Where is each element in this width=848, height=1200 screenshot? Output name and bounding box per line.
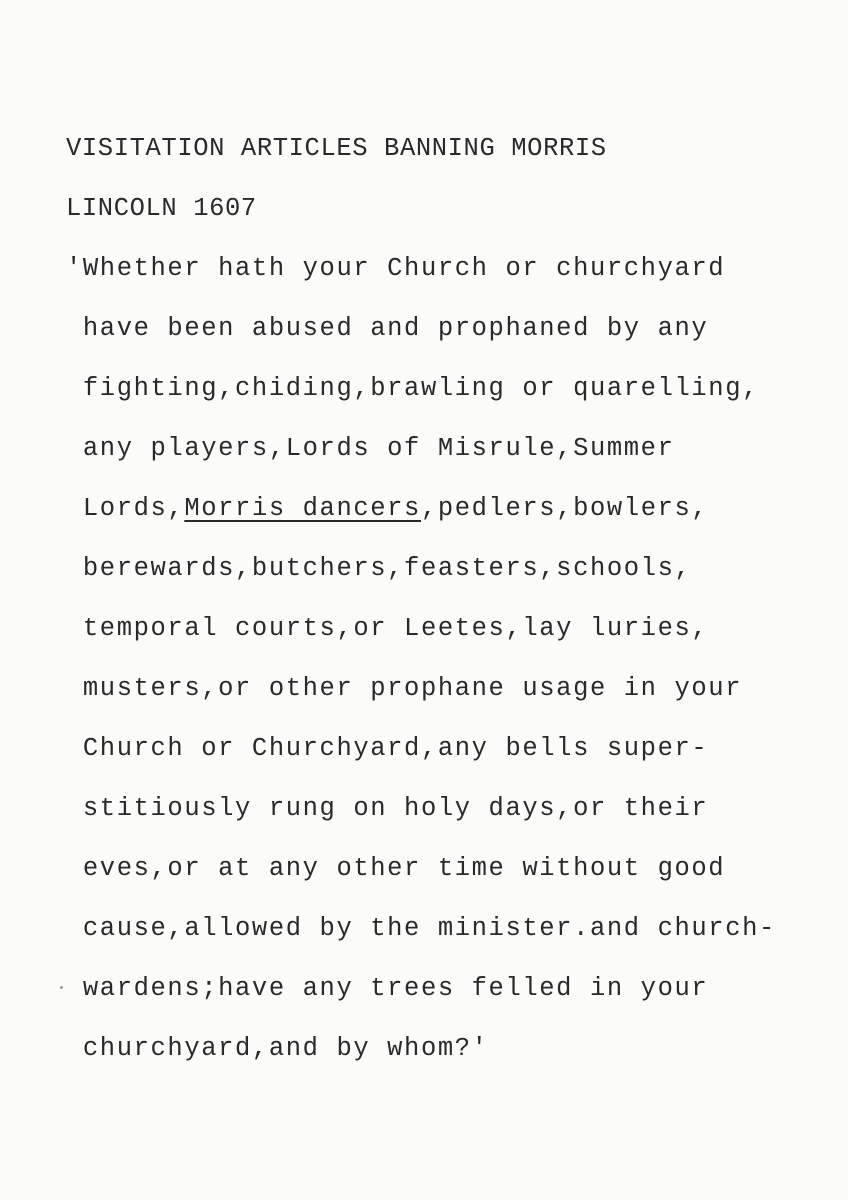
- article-line: musters,or other prophane usage in your: [66, 674, 743, 703]
- article-line: any players,Lords of Misrule,Summer: [66, 434, 675, 463]
- article-line: Lords,Morris dancers,pedlers,bowlers,: [66, 494, 709, 523]
- article-line: have been abused and prophaned by any: [66, 314, 709, 343]
- underlined-phrase: Morris dancers: [184, 494, 421, 523]
- article-line: eves,or at any other time without good: [66, 854, 726, 883]
- article-line: 'Whether hath your Church or churchyard: [66, 254, 726, 283]
- document-title-line-1: VISITATION ARTICLES BANNING MORRIS: [66, 134, 607, 163]
- article-line: fighting,chiding,brawling or quarelling,: [66, 374, 760, 403]
- article-line: churchyard,and by whom?': [66, 1034, 489, 1063]
- article-line: Church or Churchyard,any bells super-: [66, 734, 709, 763]
- article-line: temporal courts,or Leetes,lay luries,: [66, 614, 709, 643]
- document-title-line-2: LINCOLN 1607: [66, 194, 257, 223]
- article-line: cause,allowed by the minister.and church-: [66, 914, 776, 943]
- article-line: stitiously rung on holy days,or their: [66, 794, 709, 823]
- article-line: berewards,butchers,feasters,schools,: [66, 554, 692, 583]
- paper-speck: [60, 986, 63, 989]
- article-line: wardens;have any trees felled in your: [66, 974, 709, 1003]
